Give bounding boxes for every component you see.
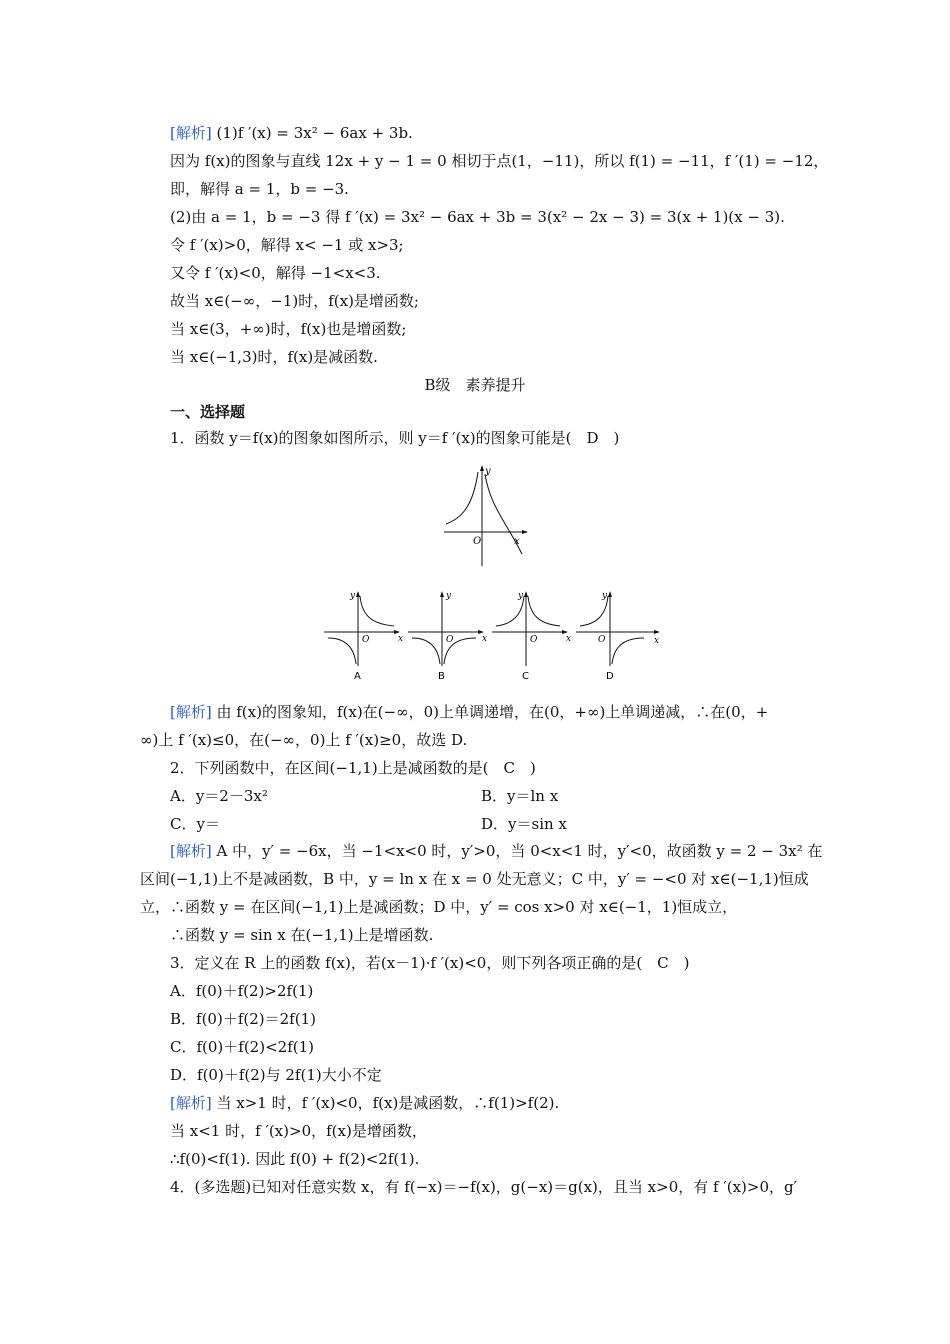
question-3-solution-line-1: [解析] 当 x>1 时，f ′(x)<0，f(x)是减函数，∴f(1)>f(2).	[170, 1094, 560, 1112]
svg-text:x: x	[482, 634, 488, 644]
solution-1-line-8: 当 x∈(3，+∞)时，f(x)也是增函数;	[170, 320, 407, 338]
question-2-option-c: C．y＝	[170, 815, 220, 833]
solution-1-line-6: 又令 f ′(x)<0，解得 −1<x<3.	[170, 264, 381, 282]
analysis-tag: [解析]	[170, 842, 212, 860]
solution-1-line-2: 因为 f(x)的图象与直线 12x + y − 1 = 0 相切于点(1，−11)，所以 f(1) = −11，f ′(1) = −12，	[170, 152, 829, 170]
option-d-label: D	[606, 671, 614, 682]
solution-1-line-7: 故当 x∈(−∞，−1)时，f(x)是增函数;	[170, 292, 419, 310]
question-2: 2．下列函数中，在区间(−1,1)上是减函数的是( C )	[170, 759, 536, 777]
question-2-solution-line-1: [解析] A 中，y′ = −6x，当 −1<x<0 时，y′>0，当 0<x<1 时，y′<0，故函数 y = 2 − 3x² 在	[170, 842, 823, 860]
question-3-option-d: D．f(0)＋f(2)与 2f(1)大小不定	[170, 1066, 382, 1084]
option-b-label: B	[438, 671, 445, 682]
question-3-solution-line-2: 当 x<1 时，f ′(x)>0，f(x)是增函数，	[170, 1122, 427, 1140]
option-graph-c	[492, 591, 571, 682]
analysis-tag: [解析]	[170, 124, 212, 142]
question-3-option-c: C．f(0)＋f(2)<2f(1)	[170, 1038, 314, 1056]
svg-text:y: y	[518, 591, 524, 601]
option-graph-d	[576, 591, 660, 682]
svg-text:x: x	[398, 634, 404, 644]
solution-1-line-4: (2)由 a = 1，b = −3 得 f ′(x) = 3x² − 6ax + 3b = 3(x² − 2x − 3) = 3(x + 1)(x − 3).	[170, 208, 785, 226]
question-2-solution-line-2: 区间(−1,1)上不是减函数，B 中，y = ln x 在 x = 0 处无意义；C 中，y′ = −<0 对 x∈(−1,1)恒成	[140, 870, 809, 888]
question-1-option-graphs	[322, 586, 664, 682]
solution-1-line-3: 即，解得 a = 1，b = −3.	[170, 180, 349, 198]
svg-text:x: x	[566, 634, 572, 644]
svg-text:O: O	[598, 635, 606, 645]
option-c-label: C	[522, 671, 529, 682]
solution-1-line-5: 令 f ′(x)>0，解得 x< −1 或 x>3;	[170, 236, 404, 254]
question-3-option-a: A．f(0)＋f(2)>2f(1)	[170, 982, 314, 1000]
solution-1-line-9: 当 x∈(−1,3)时，f(x)是减函数.	[170, 348, 378, 366]
svg-text:y: y	[350, 591, 356, 601]
svg-text:O: O	[530, 635, 538, 645]
option-graph-b	[408, 591, 487, 682]
question-4: 4．(多选题)已知对任意实数 x，有 f(−x)＝−f(x)，g(−x)＝g(x)，且当 x>0，有 f ′(x)>0，g′	[170, 1178, 798, 1196]
analysis-tag: [解析]	[170, 703, 212, 721]
question-3-option-b: B．f(0)＋f(2)＝2f(1)	[170, 1010, 316, 1028]
main-graph-x-label: x	[514, 536, 520, 547]
question-2-solution-line-3: 立，∴函数 y = 在区间(−1,1)上是减函数；D 中，y′ = cos x>0 对 x∈(−1，1)恒成立，	[140, 898, 738, 916]
question-1-solution-line-1: [解析] 由 f(x)的图象知，f(x)在(−∞，0)上单调递增，在(0，+∞)上单调递减，∴在(0，+	[170, 703, 769, 721]
question-2-solution-line-4: ∴函数 y = sin x 在(−1,1)上是增函数.	[170, 926, 434, 944]
question-1-main-graph	[440, 462, 530, 568]
option-graph-a	[324, 591, 403, 682]
analysis-tag: [解析]	[170, 1094, 212, 1112]
question-3: 3．定义在 R 上的函数 f(x)，若(x－1)·f ′(x)<0，则下列各项正确的是( C )	[170, 954, 690, 972]
svg-text:y: y	[446, 591, 452, 601]
option-a-label: A	[354, 671, 361, 682]
part-title: 一、选择题	[170, 403, 246, 421]
solution-1-line-1: [解析] (1)f ′(x) = 3x² − 6ax + 3b.	[170, 124, 413, 142]
svg-text:x: x	[654, 636, 660, 646]
svg-text:y: y	[602, 591, 608, 601]
svg-text:O: O	[362, 635, 370, 645]
question-1-solution-line-2: ∞)上 f ′(x)≤0，在(−∞，0)上 f ′(x)≥0，故选 D.	[140, 731, 468, 749]
question-3-solution-line-3: ∴f(0)<f(1). 因此 f(0) + f(2)<2f(1).	[170, 1150, 420, 1168]
section-title: B级 素养提升	[424, 376, 526, 394]
question-1: 1．函数 y＝f(x)的图象如图所示，则 y＝f ′(x)的图象可能是( D )	[170, 429, 620, 447]
question-2-option-b: B．y＝ln x	[481, 787, 559, 805]
svg-text:O: O	[446, 635, 454, 645]
question-2-option-a: A．y＝2－3x²	[170, 787, 268, 805]
question-2-option-d: D．y＝sin x	[481, 815, 567, 833]
main-graph-y-label: y	[485, 466, 491, 477]
main-graph-origin-label: O	[473, 536, 482, 547]
